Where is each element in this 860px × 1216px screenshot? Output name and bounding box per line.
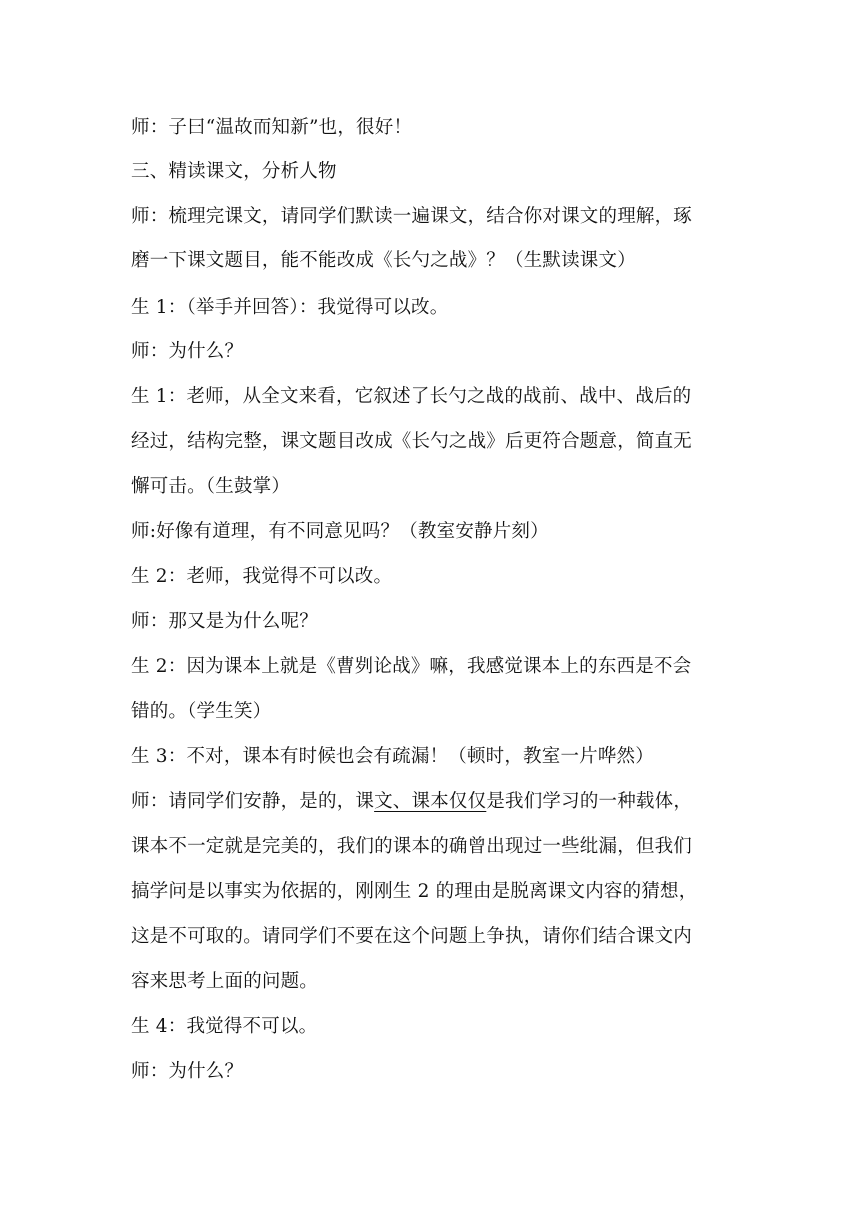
text-line: 磨一下课文题目，能不能改成《长勺之战》？（生默读课文） (131, 250, 636, 271)
section-heading: 三、精读课文，分析人物 (131, 161, 337, 182)
text-line: 搞学问是以事实为依据的，刚刚生 2 的理由是脱离课文内容的猜想， (131, 881, 698, 902)
text-line: 生 2：老师，我觉得不可以改。 (131, 566, 393, 587)
text-line: 师：子曰“温故而知新”也，很好！ (131, 117, 413, 138)
text-line: 师：为什么？ (131, 1061, 244, 1082)
text-line: 这是不可取的。请同学们不要在这个问题上争执，请你们结合课文内 (131, 926, 693, 947)
text-line: 师：为什么？ (131, 341, 244, 362)
text-line: 生 1：老师，从全文来看，它叙述了长勺之战的战前、战中、战后的 (131, 386, 692, 407)
text-line: 容来思考上面的问题。 (131, 971, 319, 992)
text-line-with-underline (131, 791, 692, 813)
text-segment: 师：请同学们安静，是的，课 (131, 791, 375, 812)
text-line: 师：那又是为什么呢？ (131, 611, 319, 632)
text-line: 错的。（学生笑） (131, 701, 272, 722)
text-line: 生 4：我觉得不可以。 (131, 1016, 318, 1037)
text-line: 课本不一定就是完美的，我们的课本的确曾出现过一些纰漏，但我们 (131, 836, 693, 857)
text-segment: 是我们学习的一种载体， (486, 791, 693, 812)
text-line: 生 2：因为课本上就是《曹刿论战》嘛，我感觉课本上的东西是不会 (131, 656, 692, 677)
text-line: 师：梳理完课文，请同学们默读一遍课文，结合你对课文的理解，琢 (131, 206, 693, 227)
text-line: 懈可击。（生鼓掌） (131, 476, 291, 497)
text-line: 师:好像有道理，有不同意见吗？（教室安静片刻） (131, 521, 549, 542)
text-line: 生 3：不对，课本有时候也会有疏漏！（顿时，教室一片哗然） (131, 746, 654, 767)
text-line: 经过，结构完整，课文题目改成《长勺之战》后更符合题意，简直无 (131, 431, 693, 452)
underlined-text: 文、课本仅仅 (374, 791, 487, 812)
text-line: 生 1：（举手并回答）：我觉得可以改。 (131, 297, 449, 318)
